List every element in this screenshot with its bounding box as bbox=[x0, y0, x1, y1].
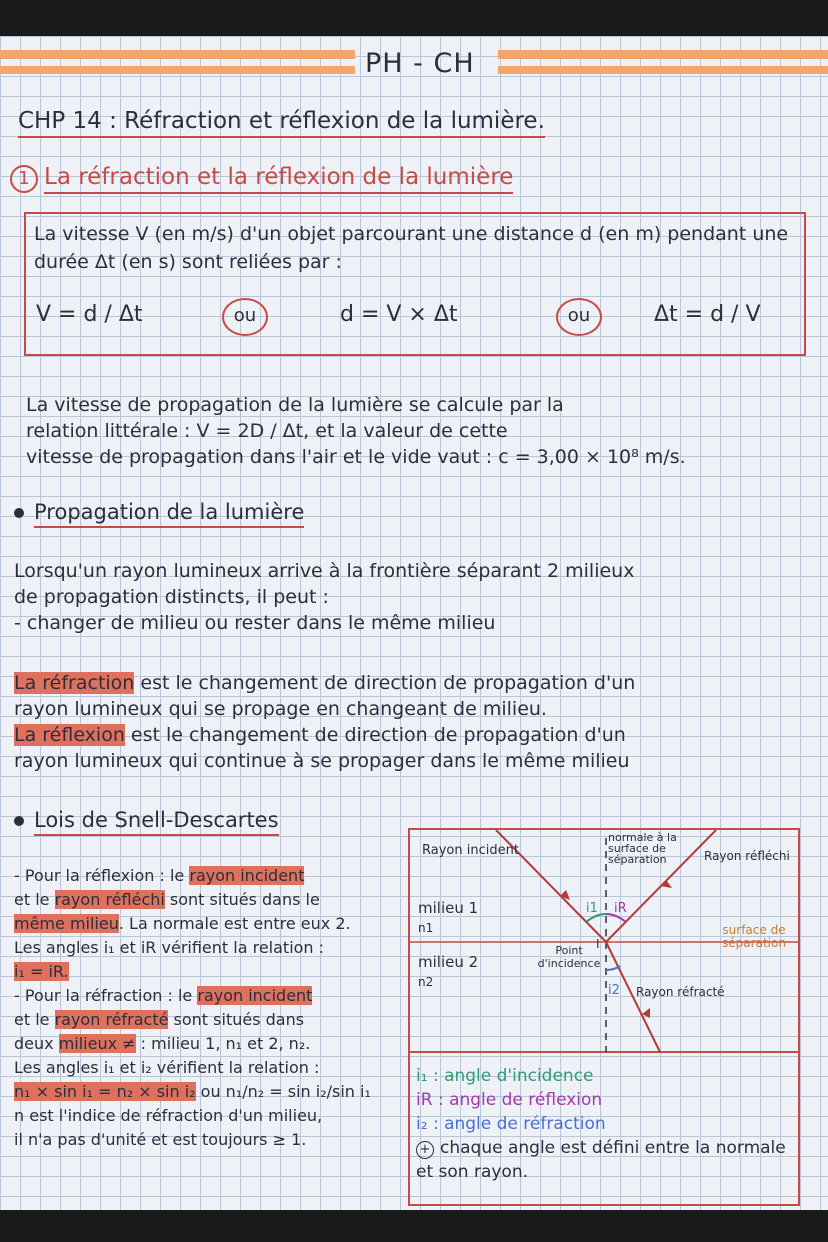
header-bar-left-2 bbox=[0, 66, 355, 74]
definitions-paragraph: La réfraction est le changement de direction de propagation d'un rayon lumineux qui se propage en changeant de milieu. La réflexion est le changement de direction de propagation d'un rayon lumineux qui continue à se propager dans le même milieu bbox=[14, 672, 636, 772]
label-n1: n1 bbox=[418, 921, 434, 935]
ou-circle-2: ou bbox=[556, 298, 602, 336]
ou-circle-1: ou bbox=[222, 298, 268, 336]
diagram-legend bbox=[416, 1064, 792, 1184]
angle-i2-arc bbox=[606, 966, 620, 970]
plus-circle-icon: + bbox=[416, 1141, 434, 1159]
bullet-dot bbox=[14, 508, 24, 518]
label-milieu2: milieu 2 bbox=[418, 953, 479, 971]
label-milieu1: milieu 1 bbox=[418, 899, 479, 917]
section-number: 1 bbox=[10, 165, 38, 193]
propagation-paragraph: Lorsqu'un rayon lumineux arrive à la frontière séparant 2 milieux de propagation distincts, il peut : - changer de milieu ou rester dans le même milieu bbox=[14, 560, 635, 634]
header-bar-left bbox=[0, 50, 355, 59]
label-i1: i1 bbox=[586, 901, 598, 916]
reflexion-term: La réflexion bbox=[14, 724, 125, 746]
label-iR: iR bbox=[614, 901, 627, 916]
formula-v: V = d / Δt bbox=[36, 302, 143, 327]
snell-heading: Lois de Snell-Descartes bbox=[14, 808, 279, 832]
box-text: La vitesse V (en m/s) d'un objet parcourant une distance d (en m) pendant une durée Δt (en s) sont reliées par : bbox=[34, 223, 789, 273]
speed-formula-box bbox=[24, 212, 806, 356]
label-rayon-incident: Rayon incident bbox=[422, 843, 519, 858]
notebook-page bbox=[0, 36, 828, 1210]
snell-laws-text: - Pour la réflexion : le rayon incident et le rayon réfléchi sont situés dans le même milieu. La normale est entre eux 2. Les angles i₁ et iR vérifient la relation : i₁ = iR. - Pour la réfraction : le rayon incident et le rayon réfracté sont situés dans deux milieux ≠ : milieu 1, n₁ et 2, n₂. Les angles i₁ et i₂ vérifient la relation : n₁ × sin i₁ = n₂ × sin i₂ ou n₁/n₂ = sin i₂/sin i₁ n est l'indice de réfraction d'un milieu, il n'a pas d'unité et est toujours ≥ 1. bbox=[14, 866, 371, 1149]
label-rayon-reflechi: Rayon réfléchi bbox=[704, 849, 790, 863]
propagation-heading: Propagation de la lumière bbox=[14, 500, 304, 524]
light-speed-paragraph: La vitesse de propagation de la lumière se calcule par la relation littérale : V = 2D / Δt, et la valeur de cette vitesse de propagation dans l'air et le vide vaut : c = 3,00 × 10⁸ m/s. bbox=[26, 394, 686, 468]
formula-d: d = V × Δt bbox=[340, 302, 458, 327]
formula-dt: Δt = d / V bbox=[654, 302, 761, 327]
legend-i2: i₂ : angle de réfraction bbox=[416, 1114, 606, 1134]
header-bar-right-2 bbox=[498, 66, 828, 74]
incident-arrow bbox=[560, 890, 570, 900]
label-i2: i2 bbox=[608, 983, 620, 998]
legend-i1: i₁ : angle d'incidence bbox=[416, 1066, 594, 1086]
refraction-diagram bbox=[408, 828, 800, 1206]
chapter-title: CHP 14 : Réfraction et réflexion de la lumière. bbox=[18, 108, 545, 134]
label-surface: surface de séparation bbox=[722, 923, 786, 950]
label-n2: n2 bbox=[418, 975, 434, 989]
legend-iR: iR : angle de réflexion bbox=[416, 1090, 603, 1110]
label-normale: normale à la surface de séparation bbox=[608, 831, 677, 866]
label-I: I bbox=[596, 937, 600, 951]
header-bar-right bbox=[498, 50, 828, 59]
bullet-dot bbox=[14, 816, 24, 826]
refraction-term: La réfraction bbox=[14, 672, 135, 694]
section-1-heading bbox=[10, 164, 513, 193]
legend-note: + chaque angle est défini entre la normale et son rayon. bbox=[416, 1138, 786, 1182]
section-title: La réfraction et la réflexion de la lumière bbox=[44, 164, 513, 194]
label-rayon-refracte: Rayon réfracté bbox=[636, 985, 725, 999]
label-point-incidence: Point d'incidence bbox=[537, 944, 601, 970]
header-title: PH - CH bbox=[365, 48, 475, 79]
